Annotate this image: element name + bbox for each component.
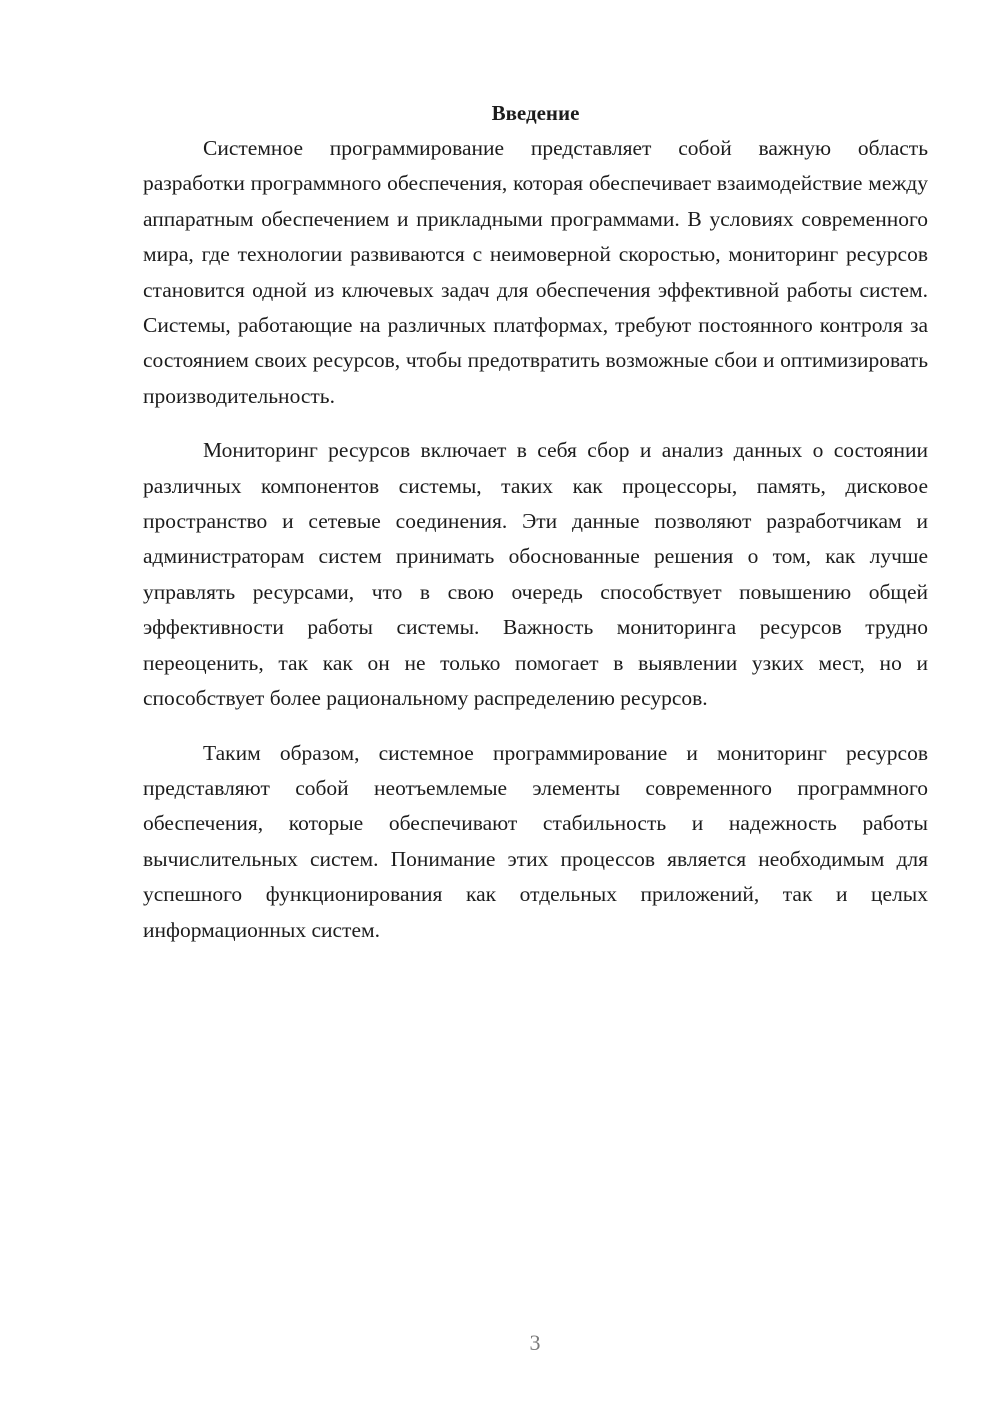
document-body [143, 96, 928, 948]
page-number: 3 [529, 1330, 541, 1355]
paragraph-1: Системное программирование представляет собой важную область разработки программного обеспечения, которая обеспечивает взаимодействие между аппаратным обеспечением и прикладными программами. В условиях современного мира, где технологии развиваются с неимоверной скоростью, мониторинг ресурсов становится одной из ключевых задач для обеспечения эффективной работы систем. Системы, работающие на различных платформах, требуют постоянного контроля за состоянием своих ресурсов, чтобы предотвратить возможные сбои и оптимизировать производительность. [143, 136, 928, 408]
paragraph-3: Таким образом, системное программирование и мониторинг ресурсов представляют собой неотъемлемые элементы современного программного обеспечения, которые обеспечивают стабильность и надежность работы вычислительных систем. Понимание этих процессов является необходимым для успешного функционирования как отдельных приложений, так и целых информационных систем. [143, 740, 928, 942]
paragraph-2: Мониторинг ресурсов включает в себя сбор и анализ данных о состоянии различных компонентов системы, таких как процессоры, память, дисковое пространство и сетевые соединения. Эти данные позволяют разработчикам и администраторам систем принимать обоснованные решения о том, как лучше управлять ресурсами, что в свою очередь способствует повышению общей эффективности работы системы. Важность мониторинга ресурсов трудно переоценить, так как он не только помогает в выявлении узких мест, но и способствует более рациональному распределению ресурсов. [143, 438, 928, 711]
page-title: Введение [491, 101, 580, 125]
